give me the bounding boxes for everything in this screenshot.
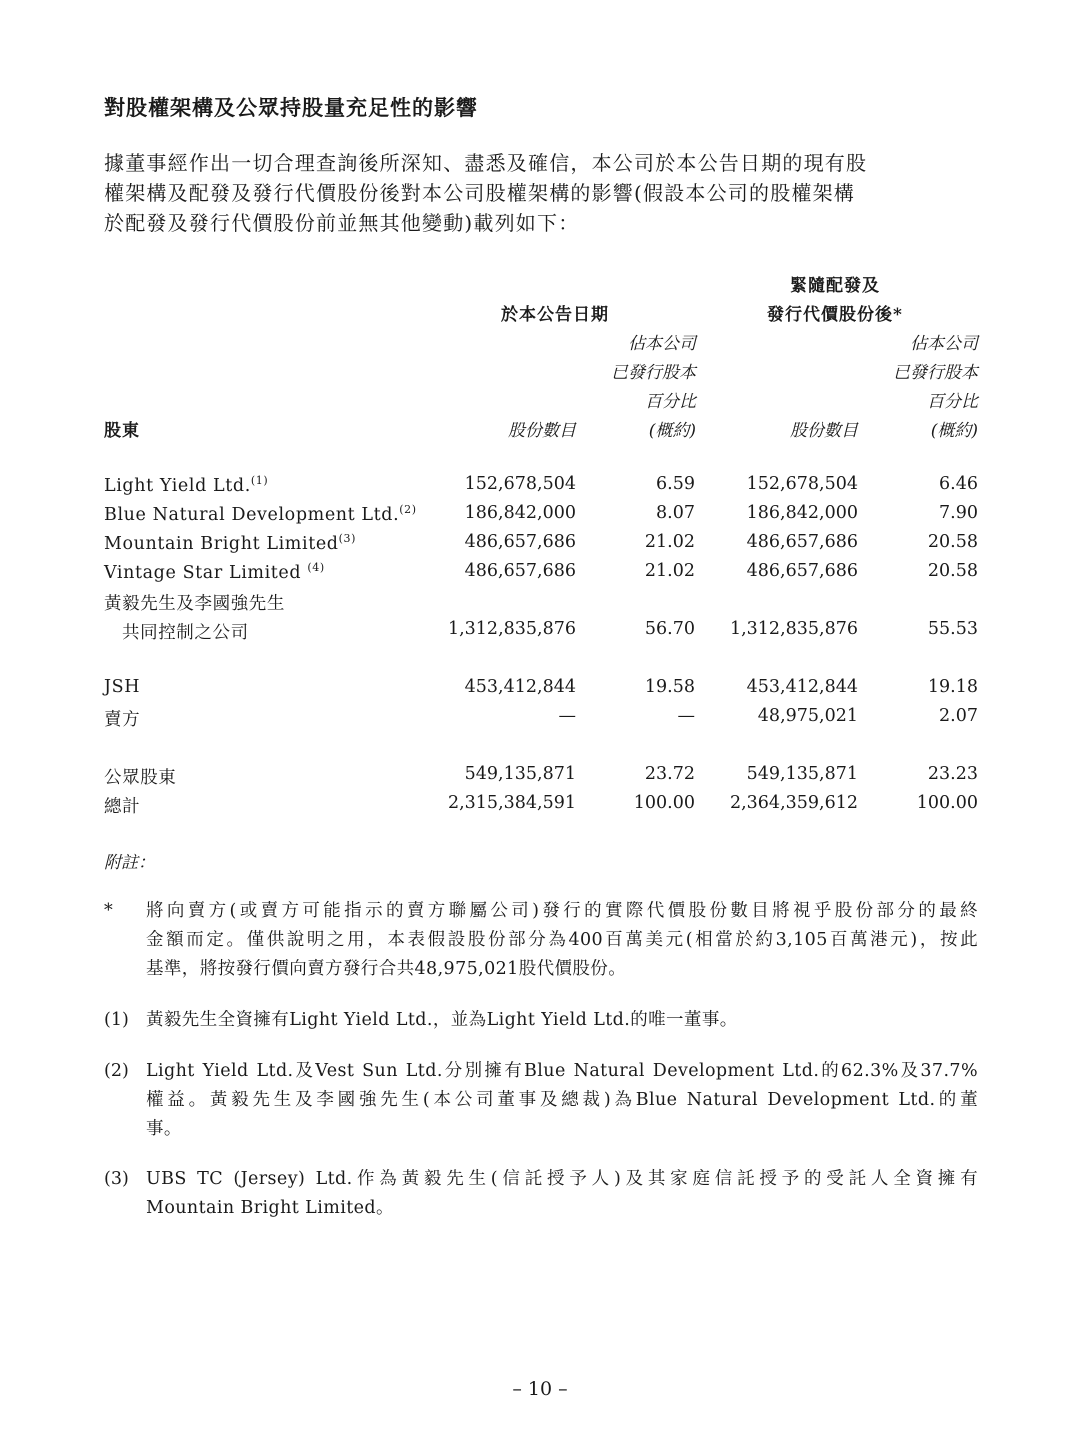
shares-now: 152,678,504	[464, 474, 576, 494]
table-row	[104, 764, 978, 793]
note-body	[146, 1057, 978, 1144]
shares-now: 549,135,871	[464, 764, 576, 784]
pct-now: 19.58	[644, 677, 695, 697]
row-name: JSH	[104, 677, 141, 697]
shares-now: 486,657,686	[464, 561, 576, 581]
intro-line: 於配發及發行代價股份前並無其他變動)載列如下：	[104, 211, 580, 235]
note-marker: (3)	[104, 1169, 129, 1189]
note-line: 事。	[146, 1119, 182, 1139]
note-line: Light Yield Ltd.及Vest Sun Ltd.分別擁有Blue Natural Development Ltd.的62.3%及37.7%	[146, 1061, 978, 1081]
shares-now: —	[558, 706, 576, 726]
intro-line: 權架構及配發及發行代價股份後對本公司股權架構的影響(假設本公司的股權架構	[104, 181, 856, 205]
row-name: 公眾股東	[104, 768, 177, 788]
row-name: Mountain Bright Limited$^{(3)}$	[104, 532, 356, 554]
shares-now: 1,312,835,876	[447, 619, 576, 639]
shares-header-now: 股份數目	[508, 421, 576, 441]
table-row	[104, 677, 978, 706]
row-name: Vintage Star Limited $^{(4)}$	[104, 561, 325, 583]
row-name: Blue Natural Development Ltd.$^{(2)}$	[104, 503, 417, 525]
shares-after: 48,975,021	[757, 706, 858, 726]
table-row	[104, 706, 978, 735]
pct-now: 56.70	[644, 619, 695, 639]
pct-header-after-line4: (概約)	[930, 421, 978, 441]
shares-after: 486,657,686	[746, 561, 858, 581]
note-marker: (2)	[104, 1061, 129, 1081]
group2-header-line2: 發行代價股份後*	[767, 305, 903, 325]
pct-after: 20.58	[927, 561, 978, 581]
pct-after: 6.46	[939, 474, 978, 494]
table-row	[104, 561, 978, 590]
row-name: 黃毅先生及李國強先生	[104, 594, 285, 614]
note-line: 將向賣方(或賣方可能指示的賣方聯屬公司)發行的實際代價股份數目將視乎股份部分的最終	[146, 901, 978, 921]
note-line: UBS TC (Jersey) Ltd.作為黃毅先生(信託授予人)及其家庭信託授予的受託人全資擁有	[146, 1169, 978, 1189]
pct-now: 6.59	[656, 474, 695, 494]
section-title: 對股權架構及公眾持股量充足性的影響	[104, 95, 478, 120]
pct-now: 21.02	[644, 532, 695, 552]
note-line: Mountain Bright Limited。	[146, 1198, 394, 1218]
note-line: 權益。黃毅先生及李國強先生(本公司董事及總裁)為Blue Natural Development Ltd.的董	[146, 1090, 978, 1110]
note-line: 黃毅先生全資擁有Light Yield Ltd.，並為Light Yield Ltd.的唯一董事。	[146, 1010, 738, 1030]
shares-now: 186,842,000	[464, 503, 576, 523]
shares-after: 186,842,000	[746, 503, 858, 523]
group2-header-line1: 緊隨配發及	[790, 276, 880, 296]
pct-now: —	[677, 706, 695, 726]
pct-now: 23.72	[644, 764, 695, 784]
intro-paragraph	[104, 148, 978, 238]
pct-after: 20.58	[927, 532, 978, 552]
table-row	[104, 619, 978, 648]
pct-header-after-line3: 百分比	[927, 392, 978, 412]
table-row	[104, 532, 978, 561]
row-name: 賣方	[104, 710, 141, 730]
shares-after: 152,678,504	[746, 474, 858, 494]
table-row	[104, 503, 978, 532]
note-line: 金額而定。僅供說明之用，本表假設股份部分為400百萬美元(相當於約3,105百萬港元)，按此	[146, 930, 978, 950]
note-body	[146, 1006, 978, 1035]
pct-after: 100.00	[916, 793, 978, 813]
note-body	[146, 897, 978, 984]
shares-now: 453,412,844	[464, 677, 576, 697]
pct-now: 21.02	[644, 561, 695, 581]
pct-now: 100.00	[633, 793, 695, 813]
pct-after: 23.23	[927, 764, 978, 784]
shares-now: 486,657,686	[464, 532, 576, 552]
row-name: 總計	[104, 797, 141, 817]
pct-header-now-line3: 百分比	[645, 392, 696, 412]
pct-after: 19.18	[927, 677, 978, 697]
page-number: – 10 –	[512, 1378, 568, 1400]
group1-header: 於本公告日期	[501, 305, 609, 325]
pct-now: 8.07	[656, 503, 695, 523]
note-line: 基準，將按發行價向賣方發行合共48,975,021股代價股份。	[146, 959, 627, 979]
shares-header-after: 股份數目	[790, 421, 858, 441]
pct-after: 2.07	[939, 706, 978, 726]
shares-after: 549,135,871	[746, 764, 858, 784]
pct-after: 7.90	[939, 503, 978, 523]
table-row	[104, 590, 978, 619]
pct-header-after-line1: 佔本公司	[910, 334, 978, 354]
note-marker: *	[104, 901, 113, 921]
intro-line: 據董事經作出一切合理查詢後所深知、盡悉及確信，本公司於本公告日期的現有股	[104, 151, 868, 175]
shareholder-header: 股東	[104, 421, 140, 441]
pct-header-now-line4: (概約)	[648, 421, 696, 441]
notes-heading: 附註：	[104, 853, 155, 873]
pct-header-now-line2: 已發行股本	[611, 363, 696, 383]
note-body	[146, 1165, 978, 1223]
shares-after: 486,657,686	[746, 532, 858, 552]
shares-after: 1,312,835,876	[729, 619, 858, 639]
note-marker: (1)	[104, 1010, 129, 1030]
table-row	[104, 474, 978, 503]
pct-header-after-line2: 已發行股本	[893, 363, 978, 383]
shares-after: 2,364,359,612	[729, 793, 858, 813]
table-row	[104, 793, 978, 822]
shares-after: 453,412,844	[746, 677, 858, 697]
pct-header-now-line1: 佔本公司	[628, 334, 696, 354]
pct-after: 55.53	[927, 619, 978, 639]
row-name: 共同控制之公司	[122, 623, 249, 643]
shares-now: 2,315,384,591	[447, 793, 576, 813]
row-name: Light Yield Ltd.$^{(1)}$	[104, 474, 269, 496]
